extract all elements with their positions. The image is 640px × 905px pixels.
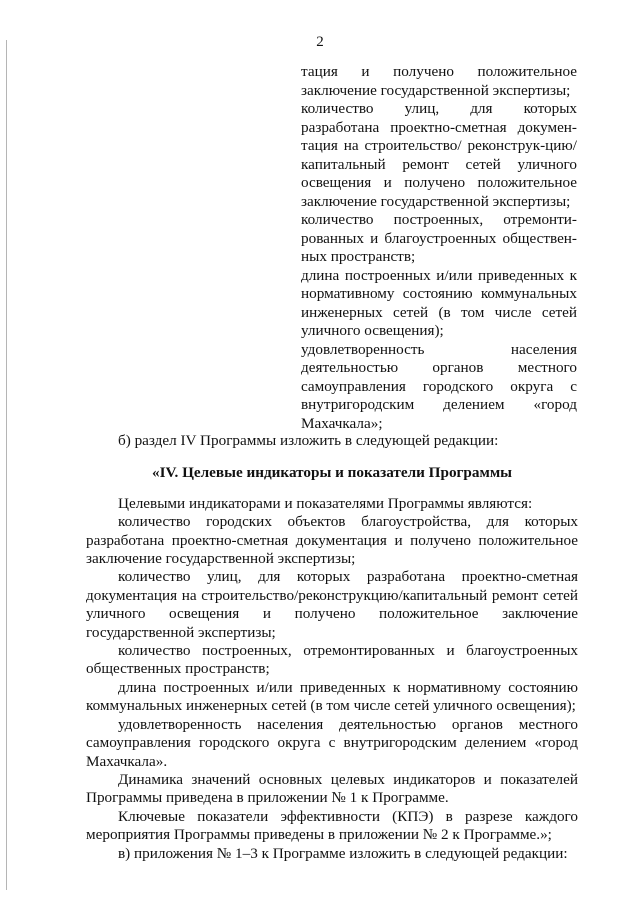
paragraph-7: Динамика значений основных целевых индикаторов и показателей Программы приведена в приложении № 1 к Программе.	[86, 770, 578, 807]
page-edge-line	[6, 40, 7, 890]
column-item-2: количество улиц, для которых разработана проектно-сметная докумен-тация на строительство/ реконструк-цию/капитальный ремонт сетей уличного освещения и получено положительное заключение государственной экспертизы;	[301, 100, 577, 210]
paragraph-8: Ключевые показатели эффективности (КПЭ) в разрезе каждого мероприятия Программы приведены в приложении № 2 к Программе.»;	[86, 807, 578, 844]
section-heading: «IV. Целевые индикаторы и показатели Программы	[151, 464, 513, 482]
column-item-1: тация и получено положительное заключение государственной экспертизы;	[301, 63, 577, 99]
main-text	[86, 432, 578, 863]
page-number: 2	[316, 34, 324, 50]
paragraph-1: Целевыми индикаторами и показателями Программы являются:	[118, 494, 533, 512]
section-intro: б) раздел IV Программы изложить в следующей редакции:	[118, 432, 499, 449]
column-item-5: удовлетворенность населения деятельностью органов местного самоуправления городского округа с внутригородским делением «город Махачкала»;	[301, 340, 577, 432]
paragraph-2: количество городских объектов благоустройства, для которых разработана проектно-сметная документация и получено положительное заключение государственной экспертизы;	[86, 513, 578, 568]
paragraph-5: длина построенных и/или приведенных к нормативному состоянию коммунальных инженерных сетей (в том числе сетей уличного освещения);	[86, 678, 578, 715]
paragraph-3: количество улиц, для которых разработана проектно-сметная документация на строительство/реконструкцию/капитальный ремонт сетей уличного освещения и получено положительное заключение государственной экспертизы;	[86, 568, 578, 641]
paragraph-9: в) приложения № 1–3 к Программе изложить в следующей редакции:	[118, 844, 568, 862]
paragraph-6: удовлетворенность населения деятельностью органов местного самоуправления городского округа с внутригородским делением «город Махачкала».	[86, 715, 578, 770]
column-item-3: количество построенных, отремонти-рованных и благоустроенных обществен-ных пространств;	[301, 211, 577, 265]
indicator-column	[301, 63, 577, 433]
column-item-4: длина построенных и/или приведенных к нормативному состоянию коммунальных инженерных сетей (в том числе сетей уличного освещения);	[301, 266, 577, 339]
paragraph-4: количество построенных, отремонтированных и благоустроенных общественных пространств;	[86, 642, 578, 678]
